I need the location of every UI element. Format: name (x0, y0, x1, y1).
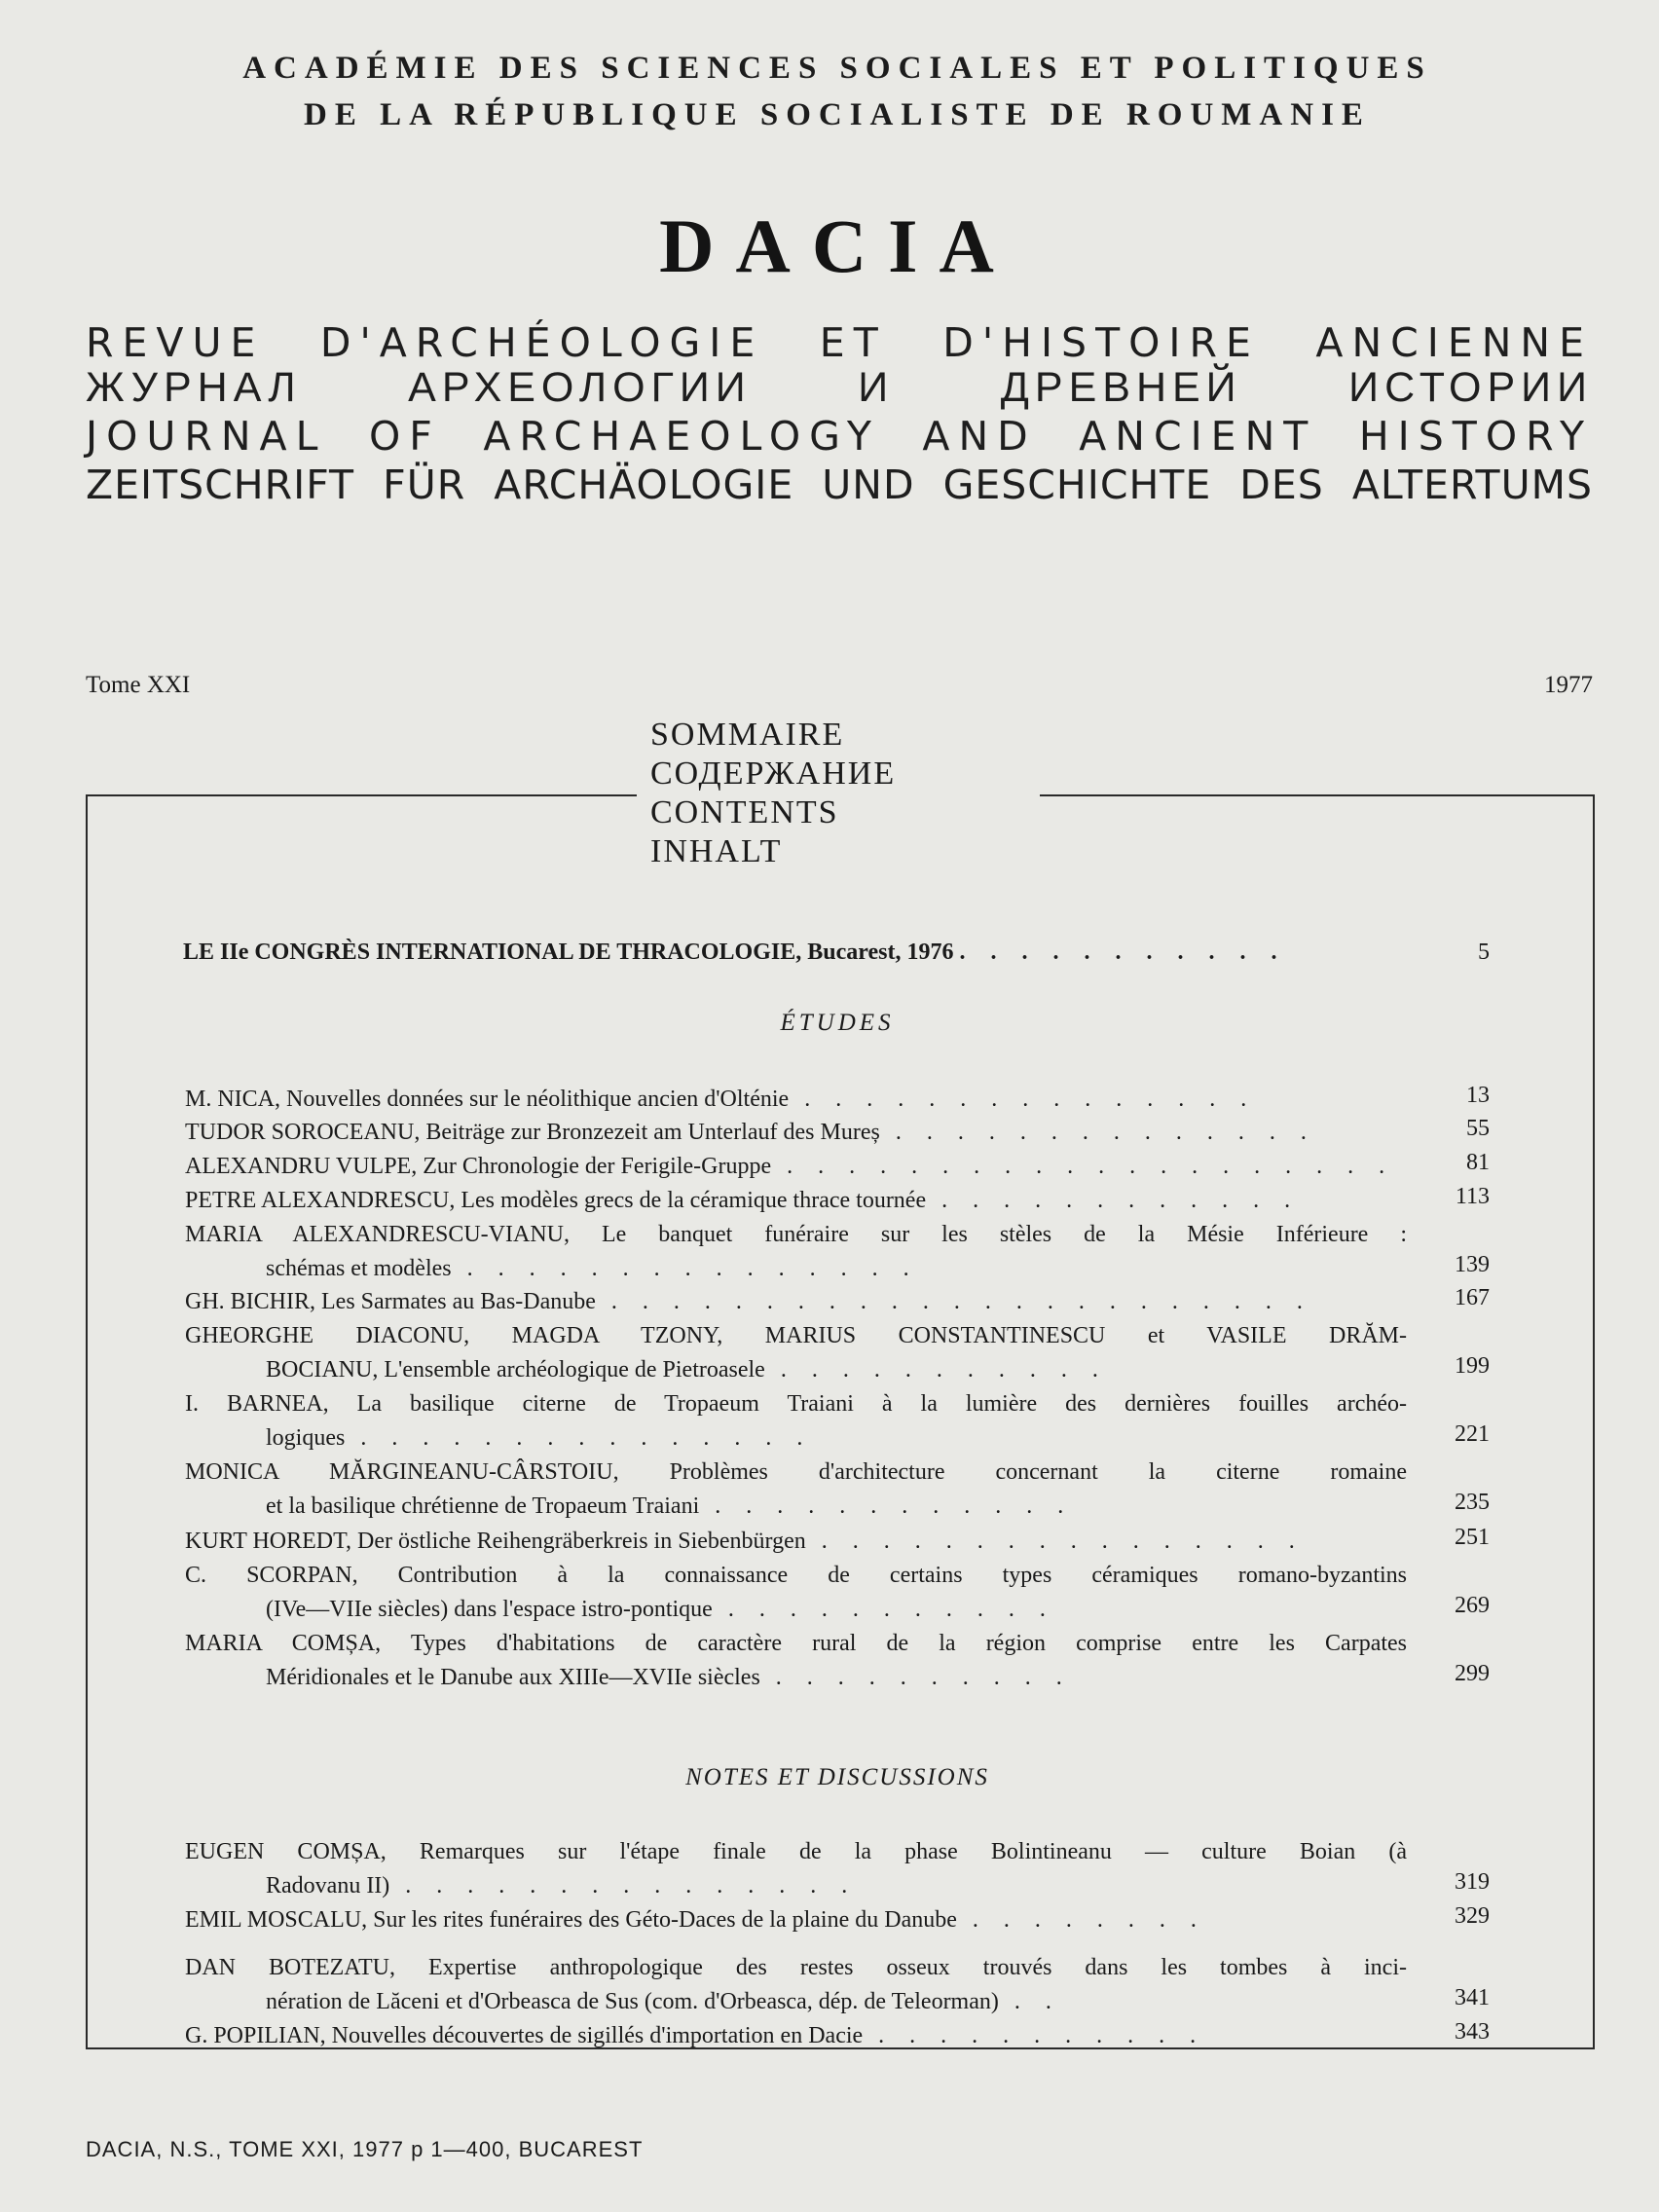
leader-dots: . . . . . . . . . . . (712, 1597, 1055, 1622)
toc-entry (185, 1083, 1407, 1117)
leader-dots: . . (998, 1989, 1061, 2014)
congress-title: LE IIe CONGRÈS INTERNATIONAL DE THRACOLOGIE, Bucarest, 1976 (183, 940, 954, 965)
toc-entry-text: M. NICA, Nouvelles données sur le néolithique ancien d'Olténie . . . . . . . . . . . . . . . (185, 1087, 1257, 1112)
toc-entry-text-continued: nération de Lăceni et d'Orbeasca de Sus (com. d'Orbeasca, dép. de Teleorman) . . (266, 1989, 1061, 2014)
toc-entry-text-continued: (IVe—VIIe siècles) dans l'espace istro-pontique . . . . . . . . . . . (266, 1597, 1055, 1622)
toc-entry-text: ALEXANDRU VULPE, Zur Chronologie der Ferigile-Gruppe . . . . . . . . . . . . . . . . . . . . (185, 1154, 1395, 1179)
page-number: 269 (1455, 1593, 1490, 1618)
year-label: 1977 (1544, 672, 1593, 698)
leader-dots: . . . . . . . . . . . . . . . (345, 1425, 813, 1451)
toc-entry (185, 1903, 1407, 1937)
toc-entry-text: MARIA ALEXANDRESCU-VIANU, Le banquet funéraire sur les stèles de la Mésie Inférieure : (185, 1222, 1407, 1247)
toc-entry-text: DAN BOTEZATU, Expertise anthropologique des restes osseux trouvés dans les tombes à inci- (185, 1955, 1407, 1980)
toc-entry-text: TUDOR SOROCEANU, Beiträge zur Bronzezeit am Unterlauf des Mureș . . . . . . . . . . . . . . (185, 1120, 1316, 1145)
toc-entry (185, 1218, 1407, 1286)
page-number: 55 (1466, 1116, 1490, 1141)
toc-entry-text-continued: schémas et modèles . . . . . . . . . . . . . . . (266, 1256, 919, 1281)
etudes-heading: ÉTUDES (780, 1010, 895, 1036)
toc-entry (185, 1319, 1407, 1387)
toc-entry-text: EUGEN COMȘA, Remarques sur l'étape finale de la phase Bolintineanu — culture Boian (à (185, 1839, 1407, 1864)
toc-entry-text-continued: Méridionales et le Danube aux XIIIe—XVIIe siècles . . . . . . . . . . (266, 1665, 1072, 1690)
leader-dots: . . . . . . . . . . . (863, 2023, 1206, 2048)
toc-entry-text-continued: logiques . . . . . . . . . . . . . . . (266, 1425, 813, 1451)
toc-entry-text: KURT HOREDT, Der östliche Reihengräberkreis in Siebenbürgen . . . . . . . . . . . . . . . . (185, 1529, 1305, 1554)
toc-entry (185, 1150, 1407, 1184)
toc-entry-text-continued: Radovanu II) . . . . . . . . . . . . . . . (266, 1873, 858, 1899)
toc-entry (185, 1184, 1407, 1218)
leader-dots: . . . . . . . . (956, 1907, 1206, 1933)
toc-entry-text: I. BARNEA, La basilique citerne de Tropaeum Traiani à la lumière des dernières fouilles archéo- (185, 1391, 1407, 1417)
toc-entry-text: GH. BICHIR, Les Sarmates au Bas-Danube . . . . . . . . . . . . . . . . . . . . . . . (185, 1289, 1312, 1314)
leader-dots: . . . . . . . . . . . . (926, 1188, 1301, 1213)
page-number: 167 (1455, 1285, 1490, 1310)
page-number: 341 (1455, 1985, 1490, 2010)
toc-entry-text: PETRE ALEXANDRESCU, Les modèles grecs de la céramique thrace tournée . . . . . . . . . . . . (185, 1188, 1301, 1213)
academy-line-2: DE LA RÉPUBLIQUE SOCIALISTE DE ROUMANIE (304, 97, 1371, 132)
toc-entry-text: C. SCORPAN, Contribution à la connaissance de certains types céramiques romano-byzantins (185, 1563, 1407, 1588)
congress-entry (183, 940, 1546, 966)
toc-entry-text: GHEORGHE DIACONU, MAGDA TZONY, MARIUS CONSTANTINESCU et VASILE DRĂM- (185, 1323, 1407, 1348)
toc-entry (185, 1387, 1407, 1456)
toc-entry-text: G. POPILIAN, Nouvelles découvertes de sigillés d'importation en Dacie . . . . . . . . . . . (185, 2023, 1206, 2048)
toc-entry (185, 1456, 1407, 1524)
sommaire-heading (650, 716, 1026, 871)
page-number: 299 (1455, 1661, 1490, 1686)
toc-entry (185, 1285, 1407, 1319)
leader-dots: . . . . . . . . . . . . (699, 1493, 1074, 1519)
toc-entry-text: MARIA COMȘA, Types d'habitations de caractère rural de la région comprise entre les Carpates (185, 1631, 1407, 1656)
academy-line-1: ACADÉMIE DES SCIENCES SOCIALES ET POLITIQUES (242, 51, 1432, 86)
toc-entry (185, 2019, 1407, 2053)
leader-dots: . . . . . . . . . . . . . . . . . . . . . . . (595, 1289, 1312, 1314)
footer-citation: DACIA, N.S., TOME XXI, 1977 p 1—400, BUCAREST (86, 2137, 644, 2161)
toc-entry (185, 1835, 1407, 1903)
toc-entry (185, 1525, 1407, 1559)
toc-entry (185, 1559, 1407, 1627)
page-number: 319 (1455, 1869, 1490, 1895)
sommaire-fr: SOMMAIRE (650, 717, 845, 753)
leader-dots: . . . . . . . . . . . . . . . (451, 1256, 919, 1281)
notes-heading: NOTES ET DISCUSSIONS (685, 1764, 989, 1790)
subtitle-english: JOURNAL OF ARCHAEOLOGY AND ANCIENT HISTORY (86, 413, 1593, 460)
page-number: 199 (1455, 1353, 1490, 1379)
toc-entry (185, 1627, 1407, 1695)
toc-entry-text-continued: et la basilique chrétienne de Tropaeum Traiani . . . . . . . . . . . . (266, 1493, 1074, 1519)
page-number: 139 (1455, 1252, 1490, 1277)
toc-entry (185, 1951, 1407, 2019)
toc-entry (185, 1116, 1407, 1150)
page-number: 251 (1455, 1525, 1490, 1550)
sommaire-en: CONTENTS (650, 794, 839, 830)
leader-dots: . . . . . . . . . . . (959, 940, 1287, 965)
sommaire-ru: СОДЕРЖАНИЕ (650, 756, 897, 792)
subtitle-french: REVUE D'ARCHÉOLOGIE ET D'HISTOIRE ANCIENNE (86, 319, 1593, 366)
page-number: 113 (1455, 1184, 1490, 1209)
leader-dots: . . . . . . . . . . (759, 1665, 1072, 1690)
page-number: 81 (1466, 1150, 1490, 1175)
congress-page: 5 (1478, 940, 1490, 965)
leader-dots: . . . . . . . . . . . . . . . (389, 1873, 858, 1899)
page-number: 329 (1455, 1903, 1490, 1929)
sommaire-de: INHALT (650, 833, 783, 869)
page-number: 343 (1455, 2019, 1490, 2045)
subtitle-german: ZEITSCHRIFT FÜR ARCHÄOLOGIE UND GESCHICHTE DES ALTERTUMS (86, 461, 1593, 508)
page-number: 221 (1455, 1421, 1490, 1447)
page-number: 13 (1466, 1083, 1490, 1108)
journal-title: DACIA (659, 203, 1015, 288)
page-number: 235 (1455, 1490, 1490, 1515)
tome-label: Tome XXI (86, 672, 191, 698)
leader-dots: . . . . . . . . . . . . . . . . (805, 1529, 1305, 1554)
toc-entry-text: EMIL MOSCALU, Sur les rites funéraires des Géto-Daces de la plaine du Danube . . . . . . . . (185, 1907, 1206, 1933)
leader-dots: . . . . . . . . . . . (764, 1357, 1108, 1382)
toc-entry-text-continued: BOCIANU, L'ensemble archéologique de Pietroasele . . . . . . . . . . . (266, 1357, 1108, 1382)
leader-dots: . . . . . . . . . . . . . . (879, 1120, 1316, 1145)
subtitle-russian: ЖУРНАЛ АРХЕОЛОГИИ И ДРЕВНЕЙ ИСТОРИИ (86, 364, 1593, 411)
leader-dots: . . . . . . . . . . . . . . . . . . . . (771, 1154, 1395, 1179)
leader-dots: . . . . . . . . . . . . . . . (789, 1087, 1257, 1112)
toc-entry-text: MONICA MĂRGINEANU-CÂRSTOIU, Problèmes d'architecture concernant la citerne romaine (185, 1459, 1407, 1485)
